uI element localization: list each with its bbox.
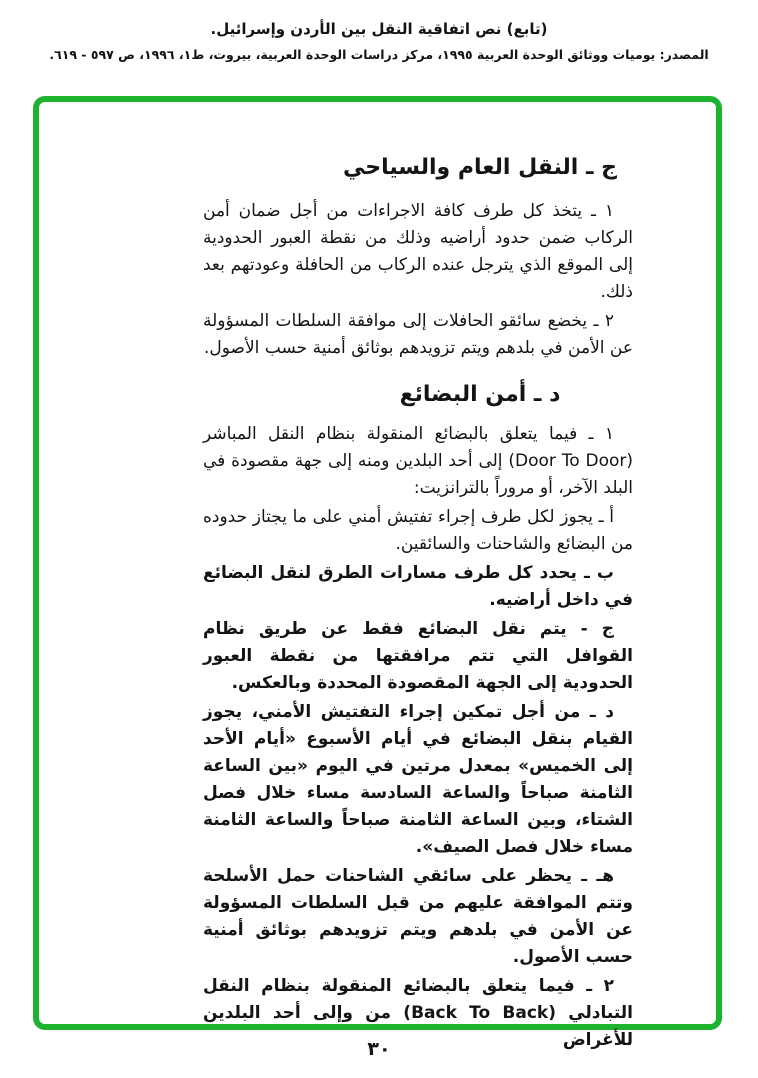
continuation-title: (تابع) نص اتفاقية النقل بين الأردن وإسرائيل. xyxy=(210,20,548,38)
section-heading-goods-security: د ـ أمن البضائع xyxy=(399,382,561,407)
paragraph-passenger-security-1: ١ ـ يتخذ كل طرف كافة الاجراءات من أجل ضمان أمن الركاب ضمن حدود أراضيه وذلك من نقطة العبور الحدودية إلى الموقع الذي يترجل عنده الركاب من الحافلة وعودتهم بعد ذلك. xyxy=(203,201,633,302)
source-citation: المصدر: يوميات ووثائق الوحدة العربية ١٩٩٥، مركز دراسات الوحدة العربية، بيروت، ط١، ١٩٩٦، ص ٥٩٧ - ٦١٩. xyxy=(49,47,709,62)
document-body xyxy=(203,102,633,1056)
paragraph-transport-schedule-d: د ـ من أجل تمكين إجراء التفتيش الأمني، يجوز القيام بنقل البضائع في أيام الأسبوع «أيام الأحد إلى الخميس» بمعدل مرتين في اليوم «بين الساعة الثامنة صباحاً والساعة السادسة مساء خلال فصل الشتاء، وبين الساعة الثامنة صباحاً والساعة الثامنة مساء خلال فصل الصيف». xyxy=(203,702,633,857)
section-heading-public-tourist-transport: ج ـ النقل العام والسياحي xyxy=(342,155,618,180)
paragraph-bus-drivers-approval-2: ٢ ـ يخضع سائقو الحافلات إلى موافقة السلطات المسؤولة عن الأمن في بلدهم ويتم تزويدهم بوثائق أمنية حسب الأصول. xyxy=(203,311,633,358)
paragraph-weapons-prohibition-e: هـ ـ يحظر على سائقي الشاحنات حمل الأسلحة وتتم الموافقة عليهم من قبل السلطات المسؤولة عن الأمن في بلدهم ويتم تزويدهم بوثائق أمنية حسب الأصول. xyxy=(203,866,633,967)
page-header xyxy=(0,20,758,62)
paragraph-back-to-back-2: ٢ ـ فيما يتعلق بالبضائع المنقولة بنظام النقل التبادلي (Back To Back) من وإلى أحد البلدين للأغراض xyxy=(203,976,634,1050)
paragraph-security-inspection-a: أ ـ يجوز لكل طرف إجراء تفتيش أمني على ما يجتاز حدوده من البضائع والشاحنات والسائقين. xyxy=(203,507,633,554)
paragraph-convoy-system-c: ج - يتم نقل البضائع فقط عن طريق نظام القوافل التي تتم مرافقتها من نقطة العبور الحدودية إلى الجهة المقصودة المحددة وبالعكس. xyxy=(203,619,633,693)
page-number: ٣٠ xyxy=(367,1038,391,1060)
paragraph-door-to-door-1: ١ ـ فيما يتعلق بالبضائع المنقولة بنظام النقل المباشر (Door To Door) إلى أحد البلدين ومنه إلى جهة مقصودة في البلد الآخر، أو مروراً بالترانزيت: xyxy=(203,424,633,498)
paragraph-route-definition-b: ب ـ يحدد كل طرف مسارات الطرق لنقل البضائع في داخل أراضيه. xyxy=(203,563,633,610)
